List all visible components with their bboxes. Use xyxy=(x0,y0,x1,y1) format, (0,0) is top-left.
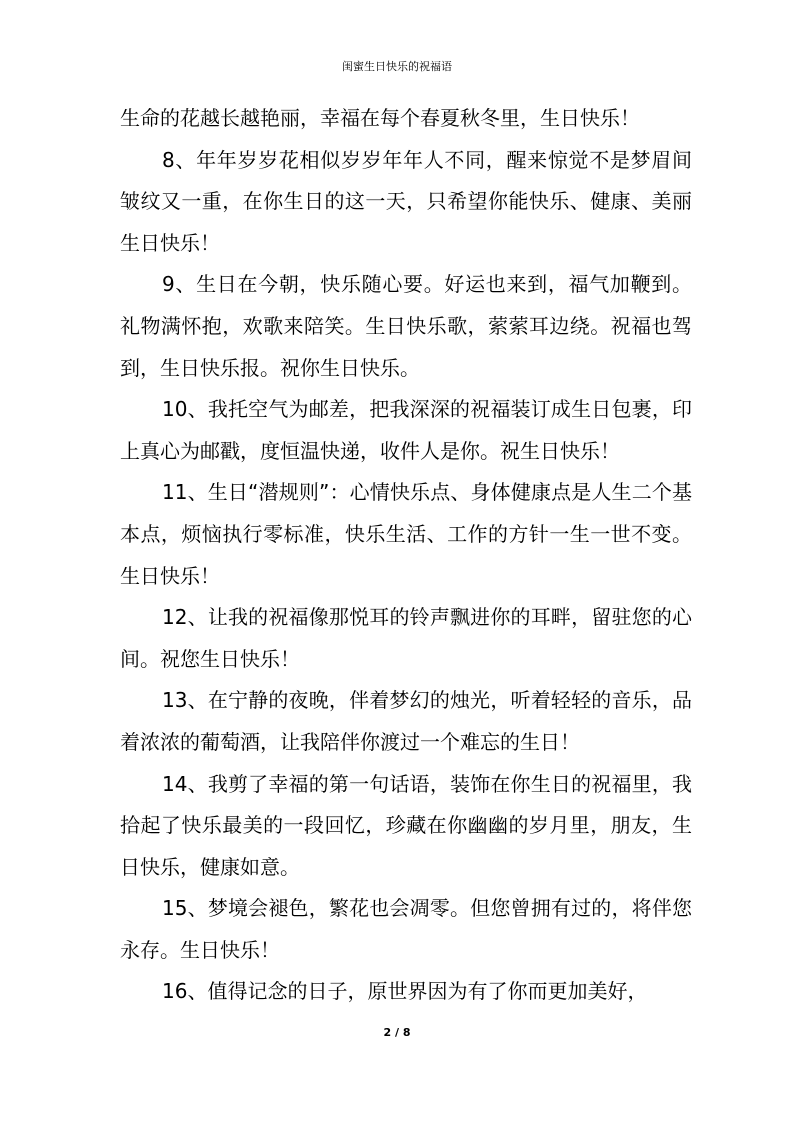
paragraph-item-13: 13、在宁静的夜晚，伴着梦幻的烛光，听着轻轻的音乐，品着浓浓的葡萄酒，让我陪伴你渡过一个难忘的生日！ xyxy=(120,688,692,754)
paragraph-item-10: 10、我托空气为邮差，把我深深的祝福装订成生日包裹，印上真心为邮戳，度恒温快递，收件人是你。祝生日快乐！ xyxy=(120,397,692,463)
page-header-title: 闺蜜生日快乐的祝福语 xyxy=(342,60,452,73)
paragraph-item-14: 14、我剪了幸福的第一句话语，装饰在你生日的祝福里，我拾起了快乐最美的一段回忆，珍藏在你幽幽的岁月里，朋友，生日快乐，健康如意。 xyxy=(120,771,692,879)
paragraph-item-11: 11、生日“潜规则”：心情快乐点、身体健康点是人生二个基本点，烦恼执行零标准，快乐生活、工作的方针一生一世不变。生日快乐！ xyxy=(120,480,692,588)
paragraph-item-16: 16、值得记念的日子，原世界因为有了你而更加美好， xyxy=(162,979,648,1004)
paragraph-item-15: 15、梦境会褪色，繁花也会凋零。但您曾拥有过的，将伴您永存。生日快乐！ xyxy=(120,896,692,962)
page-number: 2 / 8 xyxy=(383,1026,411,1039)
paragraph-item-12: 12、让我的祝福像那悦耳的铃声飘进你的耳畔，留驻您的心间。祝您生日快乐！ xyxy=(120,605,692,671)
paragraph-item-8: 8、年年岁岁花相似岁岁年年人不同，醒来惊觉不是梦眉间皱纹又一重，在你生日的这一天，只希望你能快乐、健康、美丽生日快乐！ xyxy=(120,147,692,255)
document-body xyxy=(120,98,692,1013)
paragraph-continuation: 生命的花越长越艳丽，幸福在每个春夏秋冬里，生日快乐！ xyxy=(120,106,640,130)
paragraph-item-9: 9、生日在今朝，快乐随心要。好运也来到，福气加鞭到。礼物满怀抱，欢歌来陪笑。生日快乐歌，萦萦耳边绕。祝福也驾到，生日快乐报。祝你生日快乐。 xyxy=(120,272,692,380)
